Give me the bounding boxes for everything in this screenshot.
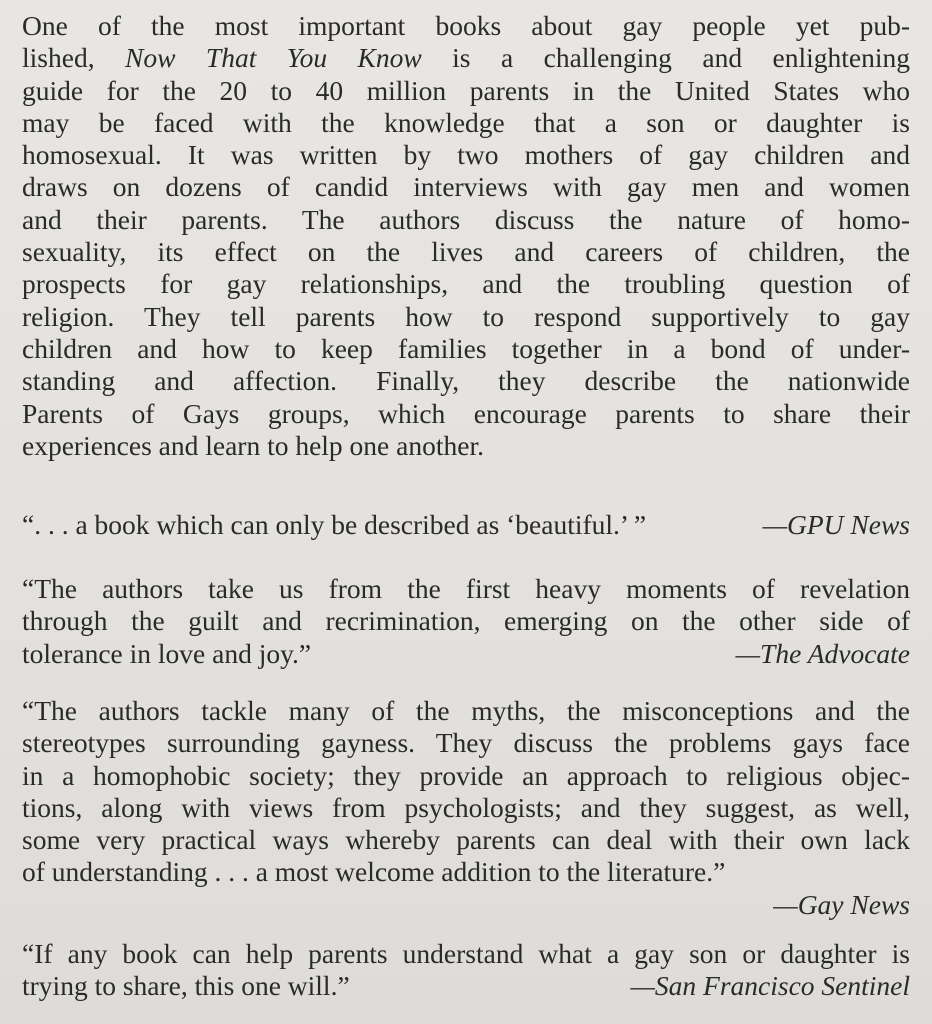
- description-line: One of the most important books about gay people yet pub-: [22, 10, 910, 41]
- review-line: “If any book can help parents understand what a gay son or daughter is: [22, 938, 910, 969]
- review-line: tolerance in love and joy.”: [22, 637, 312, 669]
- review-quote-row: [22, 970, 910, 1002]
- description-line: Parents of Gays groups, which encourage parents to share their: [22, 397, 910, 429]
- description-line: homosexual. It was written by two mothers of gay children and: [22, 139, 910, 171]
- review-source: —The Advocate: [735, 637, 910, 669]
- review-line: tions, along with views from psychologists; and they suggest, as well,: [22, 791, 910, 823]
- review-quote-gay-news: [22, 695, 910, 921]
- review-line: of understanding . . . a most welcome addition to the literature.”: [22, 856, 726, 888]
- description-line: may be faced with the knowledge that a son or daughter is: [22, 106, 910, 138]
- review-line: in a homophobic society; they provide an approach to religious objec-: [22, 759, 910, 791]
- description-text: is a challenging and enlightening: [452, 42, 910, 74]
- description-line: prospects for gay relationships, and the troubling question of: [22, 268, 910, 300]
- description-text: lished,: [22, 42, 95, 74]
- review-line: stereotypes surrounding gayness. They discuss the problems gays face: [22, 727, 910, 759]
- description-line: guide for the 20 to 40 million parents in the United States who: [22, 74, 910, 106]
- review-quote-sf-sentinel: [22, 938, 910, 1003]
- review-quote-gpu-news: [22, 509, 910, 541]
- description-line: experiences and learn to help one another.: [22, 429, 484, 461]
- review-line: through the guilt and recrimination, emerging on the other side of: [22, 605, 910, 637]
- description-line: religion. They tell parents how to respond supportively to gay: [22, 300, 910, 332]
- review-quote-row: [22, 509, 910, 541]
- description-line: standing and affection. Finally, they describe the nationwide: [22, 365, 910, 397]
- review-line: some very practical ways whereby parents can deal with their own lack: [22, 824, 910, 856]
- review-quote-advocate: [22, 573, 910, 670]
- review-line: “The authors take us from the first heavy moments of revelation: [22, 573, 910, 604]
- review-line: “The authors tackle many of the myths, the misconceptions and the: [22, 695, 910, 726]
- book-title: Now That You Know: [125, 42, 422, 74]
- description-line: sexuality, its effect on the lives and careers of children, the: [22, 236, 910, 268]
- review-text: “. . . a book which can only be described as ‘beautiful.’ ”: [22, 509, 647, 540]
- review-line: trying to share, this one will.”: [22, 970, 350, 1002]
- review-source: —Gay News: [773, 888, 910, 920]
- description-line: and their parents. The authors discuss the nature of homo-: [22, 203, 910, 235]
- review-source: —San Francisco Sentinel: [630, 970, 910, 1002]
- description-line: children and how to keep families together in a bond of under-: [22, 332, 910, 364]
- review-source: —GPU News: [762, 509, 910, 540]
- book-description: [22, 10, 910, 462]
- review-quote-row: [22, 638, 910, 670]
- description-line: draws on dozens of candid interviews with gay men and women: [22, 171, 910, 203]
- description-line: [22, 42, 910, 74]
